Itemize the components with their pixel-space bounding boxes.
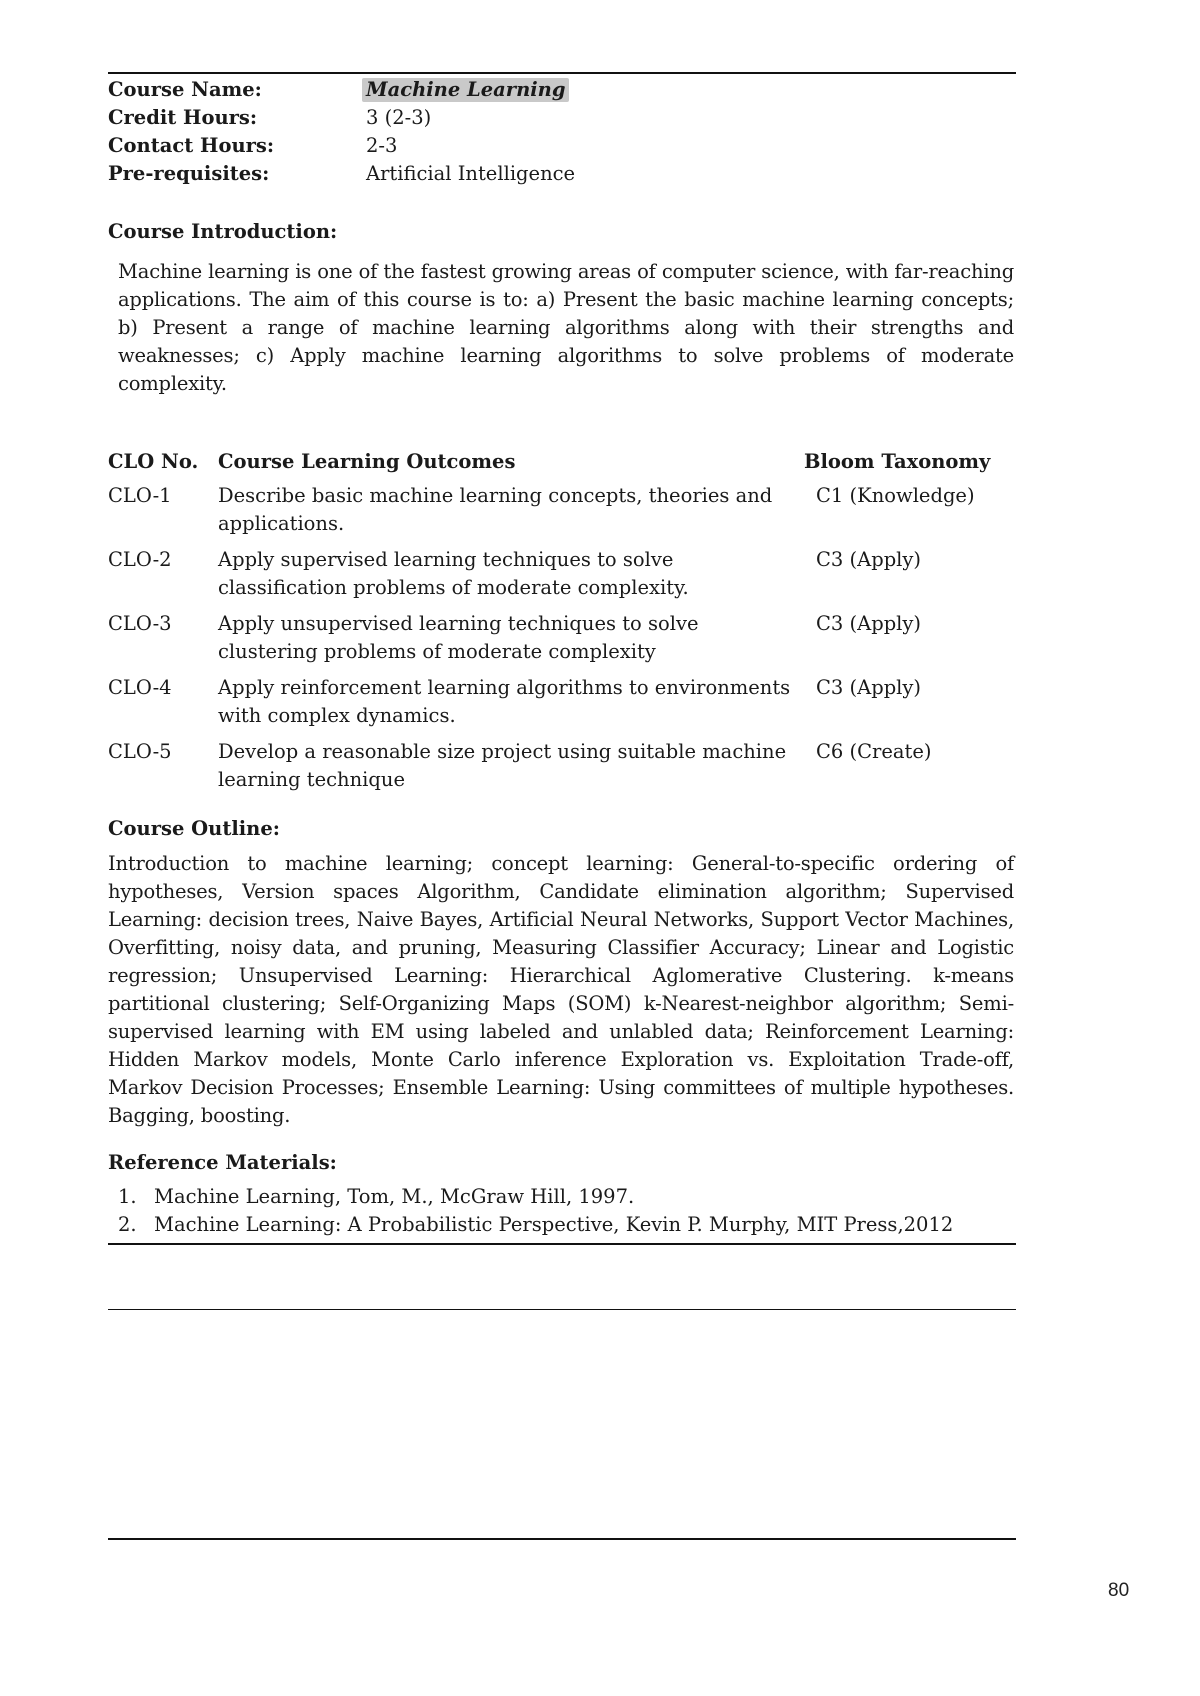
clo-outcome: Describe basic machine learning concepts, theories and applications. bbox=[218, 484, 773, 535]
table-row bbox=[108, 738, 1016, 794]
page-number: 80 bbox=[1108, 1580, 1130, 1601]
clo-table-header bbox=[108, 448, 1016, 482]
clo-outcome: Develop a reasonable size project using suitable machine learning technique bbox=[218, 740, 787, 791]
reference-number: 2. bbox=[118, 1213, 137, 1236]
course-name-value: Machine Learning bbox=[362, 78, 569, 102]
credit-hours-label: Credit Hours: bbox=[108, 106, 258, 129]
divider-rule bbox=[108, 1309, 1016, 1310]
clo-outcome: Apply unsupervised learning techniques to solve clustering problems of moderate complexity bbox=[218, 612, 699, 663]
reference-text: Machine Learning, Tom, M., McGraw Hill, 1997. bbox=[154, 1185, 635, 1208]
list-item bbox=[118, 1183, 1014, 1211]
clo-no: CLO-3 bbox=[108, 612, 172, 635]
course-introduction-heading: Course Introduction: bbox=[108, 220, 338, 243]
table-row bbox=[108, 546, 1016, 602]
clo-table bbox=[108, 448, 1016, 802]
reference-bottom-rule bbox=[108, 1243, 1016, 1245]
course-name-label: Course Name: bbox=[108, 78, 262, 101]
clo-bloom: C6 (Create) bbox=[816, 740, 932, 763]
prerequisites-row bbox=[108, 160, 1016, 188]
course-introduction-text: Machine learning is one of the fastest growing areas of computer science, with far-reaching applications. The aim of this course is to: a) Present the basic machine learning concepts; b) Present a range of machine learning algorithms along with their strengths and weaknesses; c) Apply machine learning algorithms to solve problems of moderate complexity. bbox=[118, 260, 1014, 395]
clo-no: CLO-2 bbox=[108, 548, 172, 571]
clo-no-header: CLO No. bbox=[108, 450, 199, 473]
course-info bbox=[108, 76, 1016, 188]
contact-hours-value: 2-3 bbox=[366, 134, 398, 157]
contact-hours-row bbox=[108, 132, 1016, 160]
reference-materials-heading: Reference Materials: bbox=[108, 1151, 337, 1174]
list-item bbox=[118, 1211, 1014, 1239]
clo-outcome: Apply reinforcement learning algorithms to environments with complex dynamics. bbox=[218, 676, 791, 727]
clo-no: CLO-1 bbox=[108, 484, 172, 507]
clo-no: CLO-4 bbox=[108, 676, 172, 699]
contact-hours-label: Contact Hours: bbox=[108, 134, 275, 157]
prerequisites-value: Artificial Intelligence bbox=[366, 162, 576, 185]
clo-outcome-header: Course Learning Outcomes bbox=[218, 450, 516, 473]
top-rule bbox=[108, 72, 1016, 74]
course-outline-heading: Course Outline: bbox=[108, 817, 280, 840]
clo-bloom: C1 (Knowledge) bbox=[816, 484, 975, 507]
clo-no: CLO-5 bbox=[108, 740, 172, 763]
clo-bloom: C3 (Apply) bbox=[816, 548, 922, 571]
prerequisites-label: Pre-requisites: bbox=[108, 162, 270, 185]
clo-bloom: C3 (Apply) bbox=[816, 676, 922, 699]
credit-hours-row bbox=[108, 104, 1016, 132]
reference-list bbox=[118, 1183, 1014, 1239]
reference-text: Machine Learning: A Probabilistic Perspective, Kevin P. Murphy, MIT Press,2012 bbox=[154, 1213, 954, 1236]
credit-hours-value: 3 (2-3) bbox=[366, 106, 432, 129]
reference-number: 1. bbox=[118, 1185, 137, 1208]
document-page bbox=[108, 0, 1016, 1696]
course-outline-text: Introduction to machine learning; concept learning: General-to-specific ordering of hypotheses, Version spaces Algorithm, Candidate elimination algorithm; Supervised Learning: decision trees, Naive Bayes, Artificial Neural Networks, Support Vector Machines, Overfitting, noisy data, and pruning, Measuring Classifier Accuracy; Linear and Logistic regression; Unsupervised Learning: Hierarchical Aglomerative Clustering. k-means partitional clustering; Self-Organizing Maps (SOM) k-Nearest-neighbor algorithm; Semi-supervised learning with EM using labeled and unlabled data; Reinforcement Learning: Hidden Markov models, Monte Carlo inference Exploration vs. Exploitation Trade-off, Markov Decision Processes; Ensemble Learning: Using committees of multiple hypotheses. Bagging, boosting. bbox=[108, 852, 1014, 1127]
clo-bloom: C3 (Apply) bbox=[816, 612, 922, 635]
clo-outcome: Apply supervised learning techniques to solve classification problems of moderate complexity. bbox=[218, 548, 689, 599]
course-name-row bbox=[108, 76, 1016, 104]
table-row bbox=[108, 674, 1016, 730]
table-row bbox=[108, 482, 1016, 538]
table-row bbox=[108, 610, 1016, 666]
bottom-rule bbox=[108, 1538, 1016, 1540]
clo-bloom-header: Bloom Taxonomy bbox=[804, 450, 991, 473]
